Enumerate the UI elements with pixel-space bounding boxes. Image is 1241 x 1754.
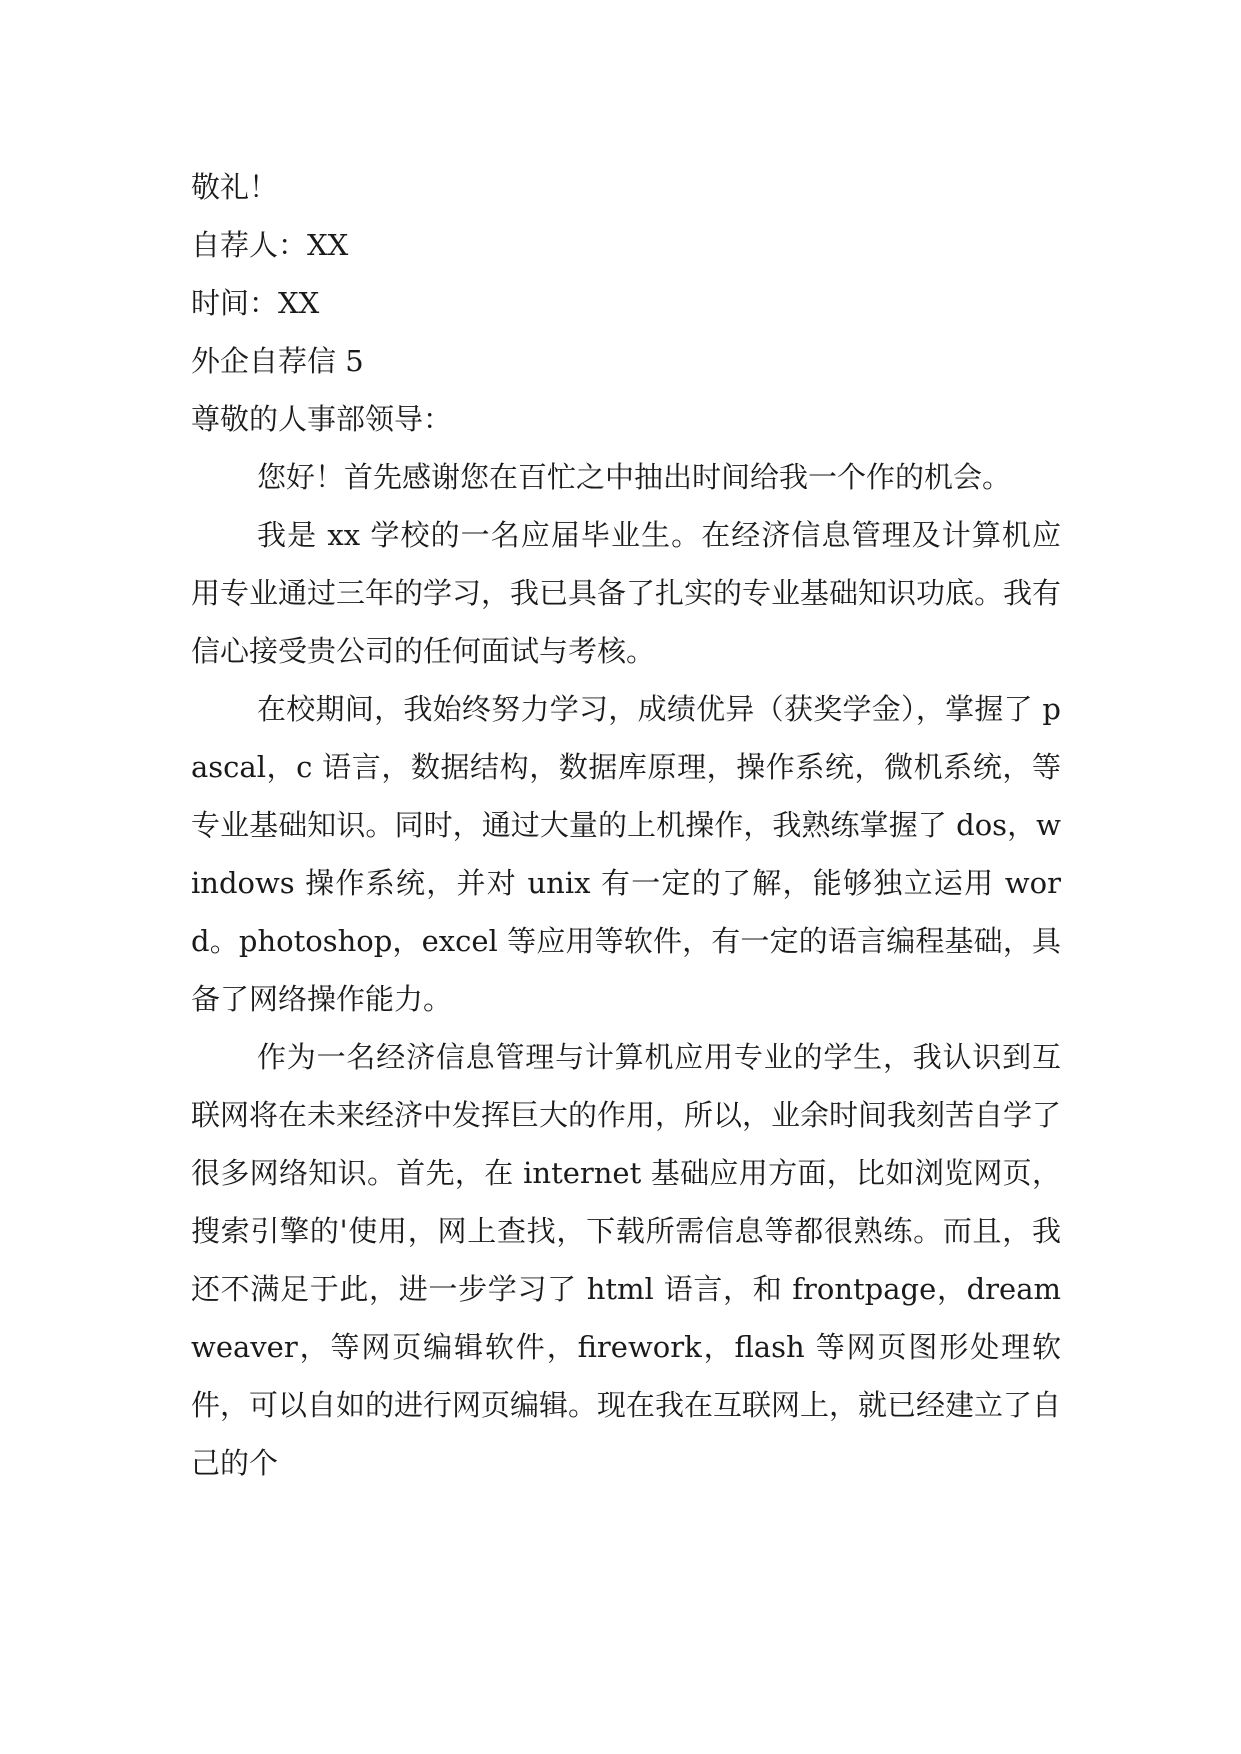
section-heading: 外企自荐信 5 [191,344,364,378]
letter-salutation: 尊敬的人事部领导： [191,402,453,436]
letter-closing: 敬礼！ [191,170,279,204]
paragraph-introduction: 我是 xx 学校的一名应届毕业生。在经济信息管理及计算机应用专业通过三年的学习，我已具备了扎实的专业基础知识功底。我有信心接受贵公司的任何面试与考核。 [191,518,1062,668]
paragraph-web-skills: 作为一名经济信息管理与计算机应用专业的学生，我认识到互联网将在未来经济中发挥巨大的作用，所以，业余时间我刻苦自学了很多网络知识。首先，在 internet 基础应用方面，比如浏览网页，搜索引擎的'使用，网上查找，下载所需信息等都很熟练。而且，我还不满足于此，进一步学习了 html 语言，和 frontpage，dreamweaver，等网页编辑软件，firework，flash 等网页图形处理软件，可以自如的进行网页编辑。现在我在互联网上，就已经建立了自己的个 [191,1040,1062,1480]
document-body [191,158,1061,1492]
letter-signer: 自荐人：XX [191,228,349,262]
letter-date: 时间：XX [191,286,320,320]
paragraph-greeting: 您好！首先感谢您在百忙之中抽出时间给我一个作的机会。 [257,460,1012,494]
paragraph-studies: 在校期间，我始终努力学习，成绩优异（获奖学金），掌握了 pascal，c 语言，数据结构，数据库原理，操作系统，微机系统，等专业基础知识。同时，通过大量的上机操作，我熟练掌握了 dos，windows 操作系统，并对 unix 有一定的了解，能够独立运用 word。photoshop，excel 等应用等软件，有一定的语言编程基础，具备了网络操作能力。 [191,692,1061,1016]
